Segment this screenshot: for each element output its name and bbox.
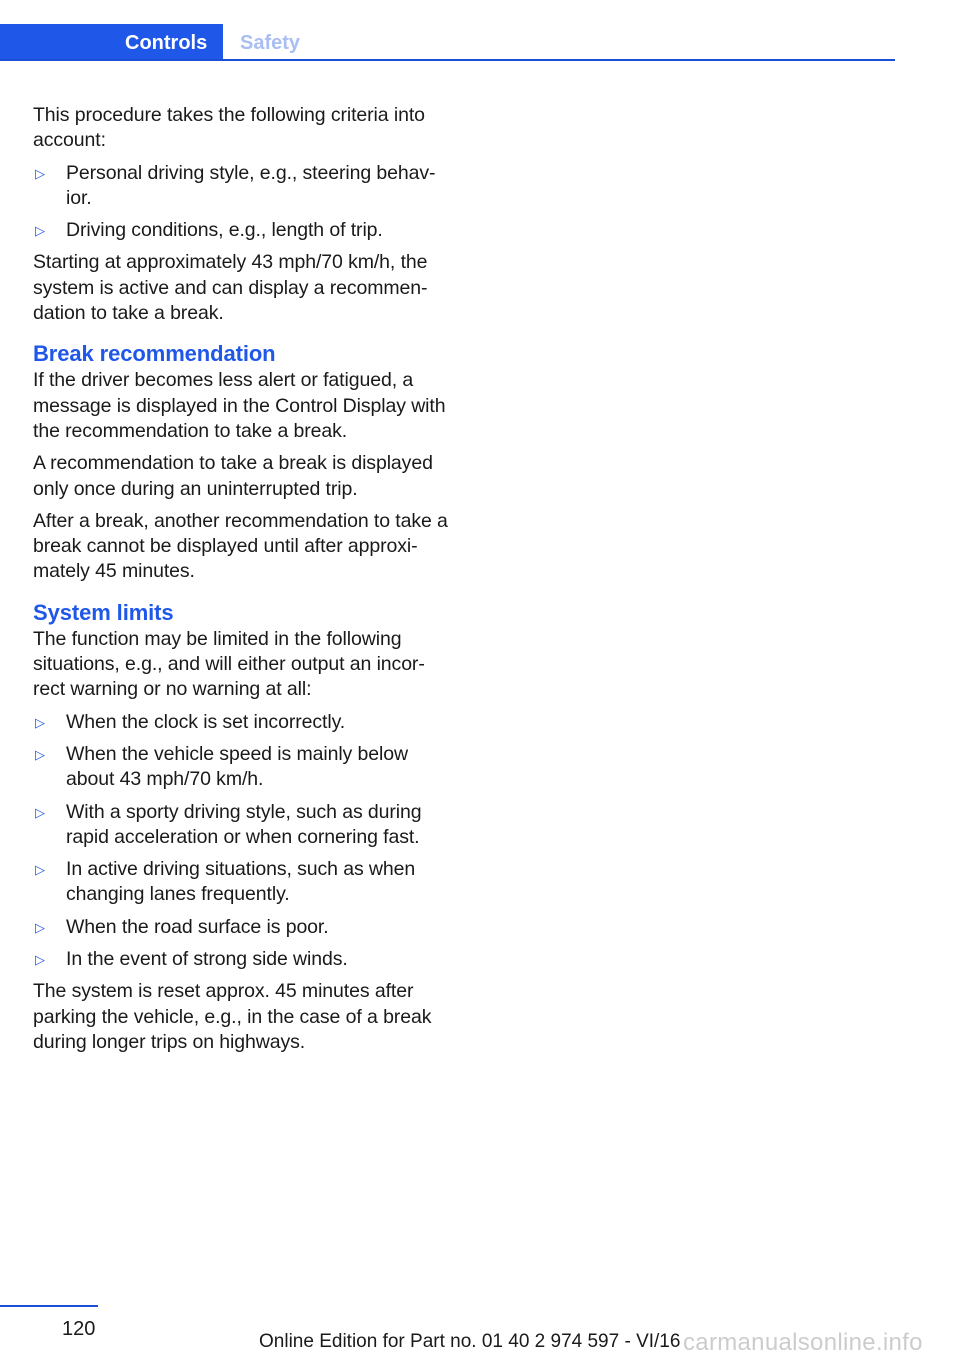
break-paragraph: A recommendation to take a break is displayed only once during an uninterrupted trip.: [33, 452, 433, 500]
list-item: ▷ In the event of strong side winds.: [33, 947, 448, 972]
list-item: ▷ With a sporty driving style, such as during rapid acceleration or when cornering fast.: [35, 800, 422, 848]
triangle-bullet-icon: ▷: [35, 223, 45, 239]
break-paragraph: After a break, another recommendation to take a break cannot be displayed until after approxi‐mately 45 minutes.: [33, 509, 448, 583]
triangle-bullet-icon: ▷: [35, 165, 45, 181]
list-item: ▷ In active driving situations, such as when changing lanes frequently.: [35, 858, 416, 906]
chapter-header: [0, 24, 895, 60]
triangle-bullet-icon: ▷: [35, 919, 45, 935]
limits-intro-paragraph: The function may be limited in the following situations, e.g., and will either output an incor‐rect warning or no warning at all:: [33, 627, 425, 701]
watermark: carmanualsonline.info: [683, 1329, 923, 1356]
triangle-bullet-icon: ▷: [35, 952, 45, 968]
footer-rule: [0, 1305, 98, 1307]
limits-list: [33, 710, 448, 973]
triangle-bullet-icon: ▷: [35, 746, 45, 762]
triangle-bullet-icon: ▷: [35, 804, 45, 820]
intro-paragraph: This procedure takes the following criteria into account:: [33, 104, 425, 152]
triangle-bullet-icon: ▷: [35, 862, 45, 878]
page-number: 120: [62, 1318, 96, 1340]
header-rule: [0, 59, 895, 61]
break-recommendation-heading: Break recommendation: [33, 341, 276, 367]
edition-text: Online Edition for Part no. 01 40 2 974 597 - VI/16: [259, 1331, 681, 1352]
break-paragraph: If the driver becomes less alert or fatigued, a message is displayed in the Control Display with the recommendation to take a break.: [33, 369, 446, 442]
list-item: ▷ When the clock is set incorrectly.: [33, 710, 448, 735]
triangle-bullet-icon: ▷: [35, 714, 45, 730]
tab-safety[interactable]: Safety: [240, 32, 301, 54]
activation-paragraph: Starting at approximately 43 mph/70 km/h, the system is active and can display a recommen‐dation to take a break.: [33, 251, 428, 325]
list-item: ▷ Driving conditions, e.g., length of trip.: [33, 218, 448, 243]
criteria-list: [33, 161, 448, 244]
page-content: [33, 103, 448, 1062]
list-item: ▷ Personal driving style, e.g., steering behav‐ior.: [35, 161, 436, 209]
tab-controls[interactable]: Controls: [0, 24, 223, 61]
list-item: ▷ When the vehicle speed is mainly below about 43 mph/70 km/h.: [35, 742, 408, 791]
reset-paragraph: The system is reset approx. 45 minutes after parking the vehicle, e.g., in the case of a break during longer trips on highways.: [33, 980, 432, 1053]
list-item: ▷ When the road surface is poor.: [33, 915, 448, 940]
system-limits-heading: System limits: [33, 599, 174, 625]
